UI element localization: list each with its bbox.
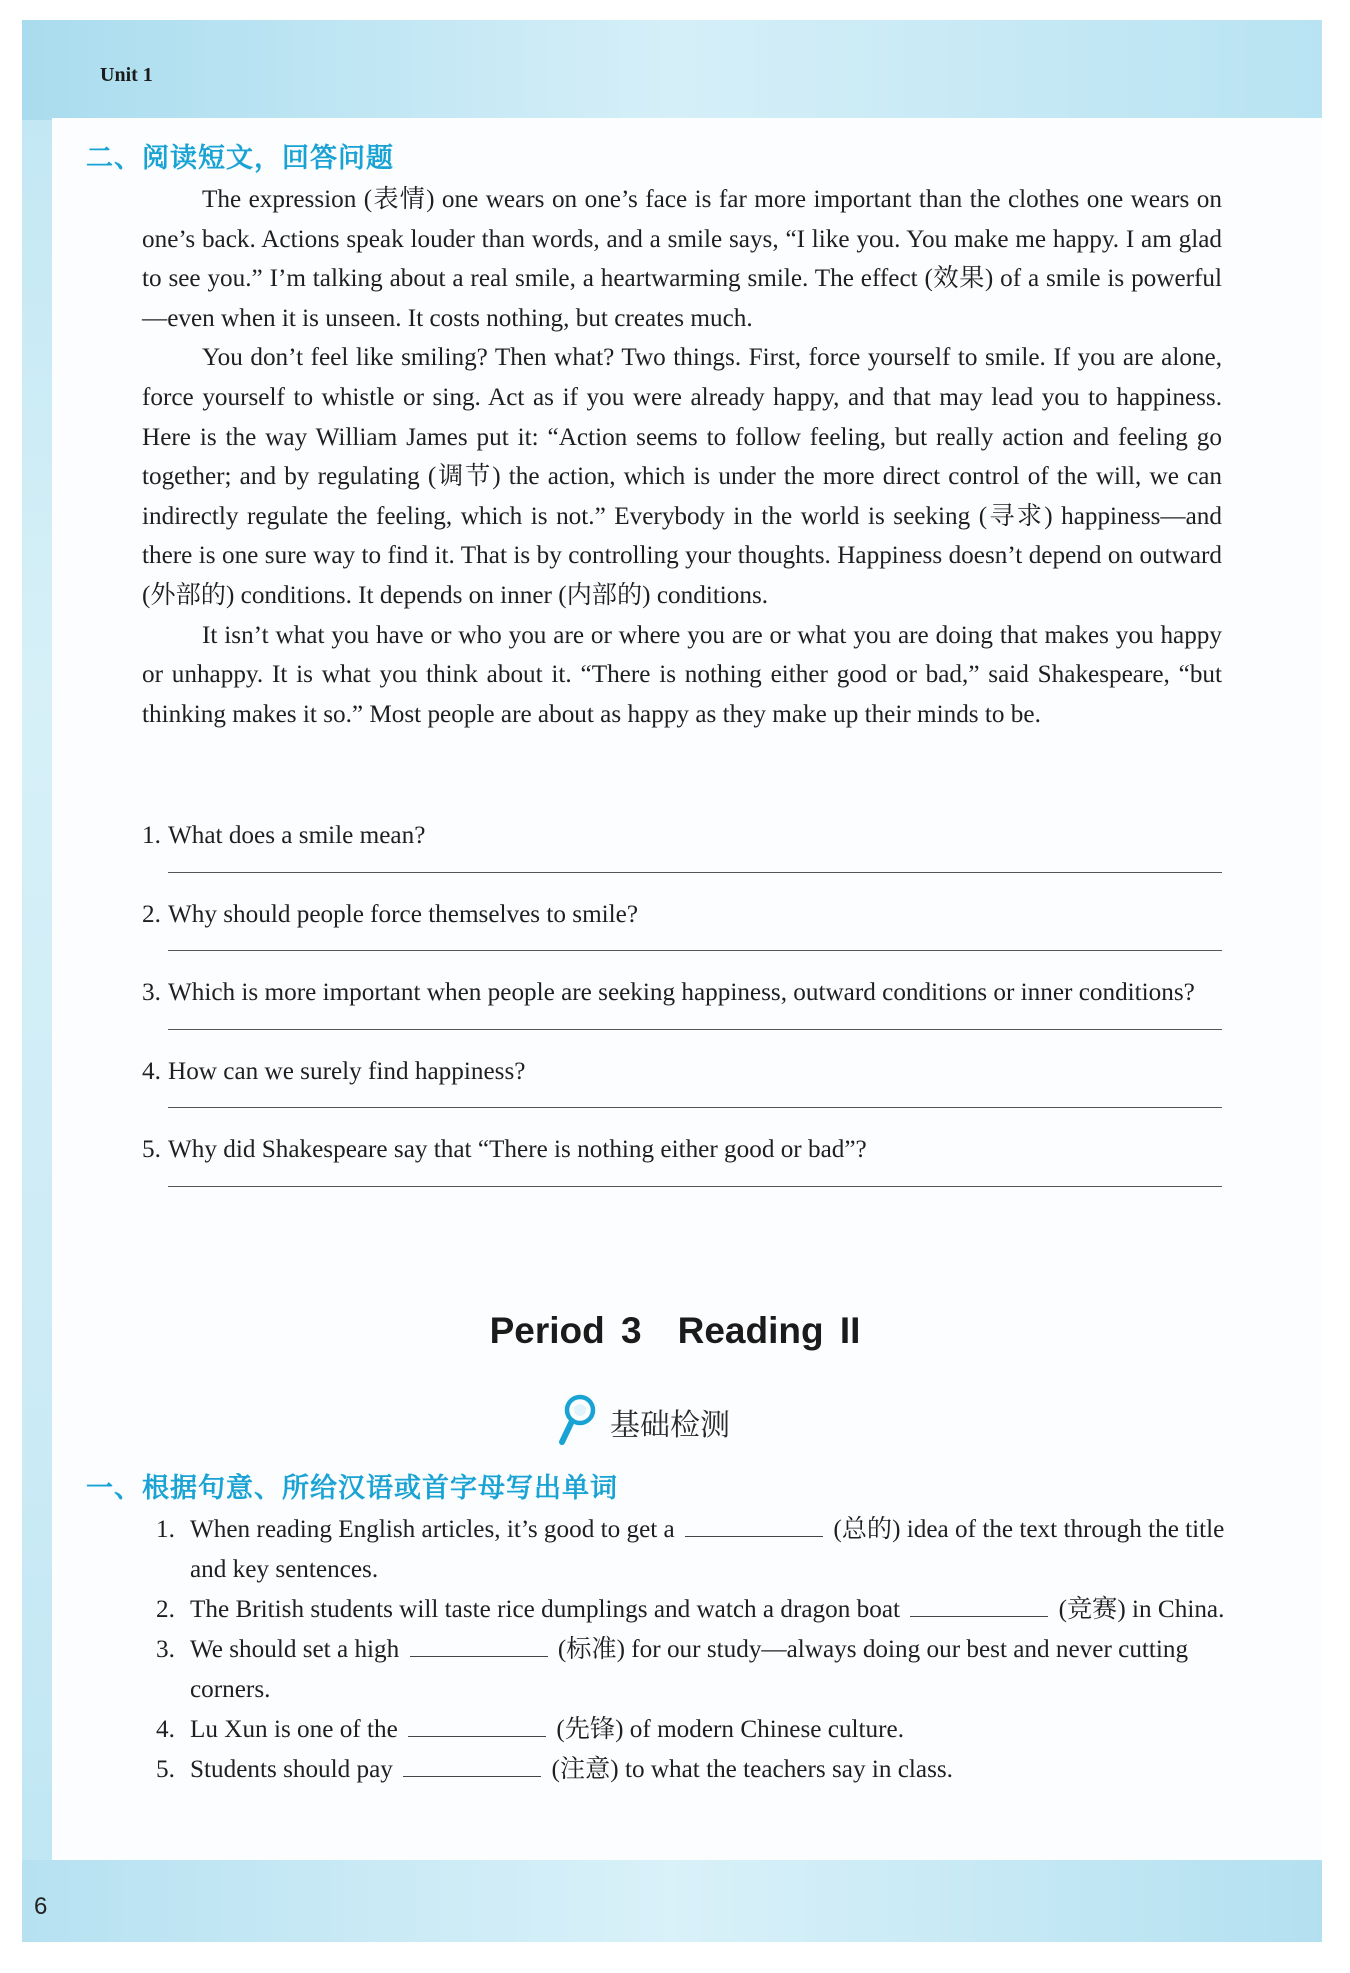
question-number: 3.: [142, 979, 161, 1007]
header-band: [22, 20, 1322, 120]
question-number: 2.: [142, 900, 161, 928]
item-number: 4.: [156, 1716, 175, 1743]
period-number: Period 3: [489, 1310, 642, 1351]
page-number: 6: [34, 1893, 48, 1920]
question-item: [142, 816, 1222, 856]
question-item: [142, 1130, 1222, 1170]
answer-line[interactable]: [168, 1107, 1222, 1108]
section-heading-reading: 二、阅读短文，回答问题: [86, 143, 394, 174]
question-text: Why did Shakespeare say that “There is nothing either good or bad”?: [168, 1136, 867, 1164]
footer-band: [22, 1860, 1322, 1942]
item-text-after: (先锋) of modern Chinese culture.: [556, 1716, 904, 1743]
answer-line[interactable]: [168, 950, 1222, 951]
magnifier-icon: [556, 1392, 600, 1453]
question-number: 1.: [142, 822, 161, 849]
question-number: 4.: [142, 1057, 161, 1085]
item-text-after: (注意) to what the teachers say in class.: [551, 1756, 953, 1783]
question-text: How can we surely find happiness?: [168, 1057, 526, 1085]
passage-paragraph: It isn’t what you have or who you are or where you are or what you are doing that makes you happy or unhappy. It is what you think about it. “There is nothing either good or bad,” said Shakespeare, “but thinking makes it so.” Most people are about as happy as they make up their minds to be.: [142, 621, 1222, 728]
question-list: [142, 816, 1222, 1209]
reading-passage: [142, 180, 1222, 734]
question-item: [142, 895, 1222, 935]
fill-item: [156, 1750, 1226, 1790]
answer-line[interactable]: [168, 872, 1222, 873]
item-text-after: (标准) for our study—always doing our best and never cutting corners.: [190, 1636, 1189, 1703]
subhead: [556, 1392, 730, 1452]
fill-item: [156, 1510, 1226, 1590]
item-number: 1.: [156, 1516, 175, 1543]
item-text-before: When reading English articles, it’s good to get a: [190, 1516, 675, 1543]
item-text-after: (竞赛) in China.: [1058, 1596, 1225, 1623]
answer-line[interactable]: [168, 1186, 1222, 1187]
answer-blank[interactable]: [910, 1594, 1048, 1617]
unit-label: Unit 1: [100, 64, 153, 86]
period-name: Reading II: [677, 1310, 861, 1351]
answer-line[interactable]: [168, 1029, 1222, 1030]
question-text: Which is more important when people are seeking happiness, outward conditions or inner conditions?: [168, 979, 1195, 1007]
subhead-text: 基础检测: [610, 1408, 730, 1443]
answer-blank[interactable]: [403, 1754, 541, 1777]
question-item: [142, 1052, 1222, 1092]
item-text-before: The British students will taste rice dumplings and watch a dragon boat: [190, 1596, 900, 1623]
item-text-before: Lu Xun is one of the: [190, 1716, 398, 1743]
answer-blank[interactable]: [410, 1634, 548, 1657]
answer-blank[interactable]: [408, 1714, 546, 1737]
item-number: 5.: [156, 1756, 175, 1783]
fill-item: [156, 1590, 1226, 1630]
item-text-before: We should set a high: [190, 1636, 400, 1663]
section-heading-vocabulary: 一、根据句意、所给汉语或首字母写出单词: [86, 1473, 618, 1504]
period-title: [0, 1310, 1350, 1352]
question-item: [142, 973, 1222, 1013]
answer-blank[interactable]: [685, 1514, 823, 1537]
item-number: 2.: [156, 1596, 175, 1623]
passage-paragraph: The expression (表情) one wears on one’s face is far more important than the clothes one wears on one’s back. Actions speak louder than words, and a smile says, “I like you. You make me happy. I am glad to see you.” I’m talking about a real smile, a heartwarming smile. The effect (效果) of a smile is powerful—even when it is unseen. It costs nothing, but creates much.: [142, 186, 1222, 332]
fill-item: [156, 1710, 1226, 1750]
item-text-before: Students should pay: [190, 1756, 393, 1783]
question-text: What does a smile mean?: [168, 822, 426, 849]
question-number: 5.: [142, 1136, 161, 1164]
item-text-after: (总的) idea of the text through the title and key sentences.: [190, 1516, 1225, 1583]
question-text: Why should people force themselves to smile?: [168, 900, 639, 928]
passage-paragraph: You don’t feel like smiling? Then what? Two things. First, force yourself to smile. If you are alone, force yourself to whistle or sing. Act as if you were already happy, and that may lead you to happiness. Here is the way William James put it: “Action seems to follow feeling, but really action and feeling go together; and by regulating (调节) the action, which is under the more direct control of the will, we can indirectly regulate the feeling, which is not.” Everybody in the world is seeking (寻求) happiness—and there is one sure way to find it. That is by controlling your thoughts. Happiness doesn’t depend on outward (外部的) conditions. It depends on inner (内部的) conditions.: [142, 344, 1222, 609]
fill-in-list: [156, 1510, 1226, 1790]
item-number: 3.: [156, 1636, 175, 1663]
fill-item: [156, 1630, 1226, 1710]
